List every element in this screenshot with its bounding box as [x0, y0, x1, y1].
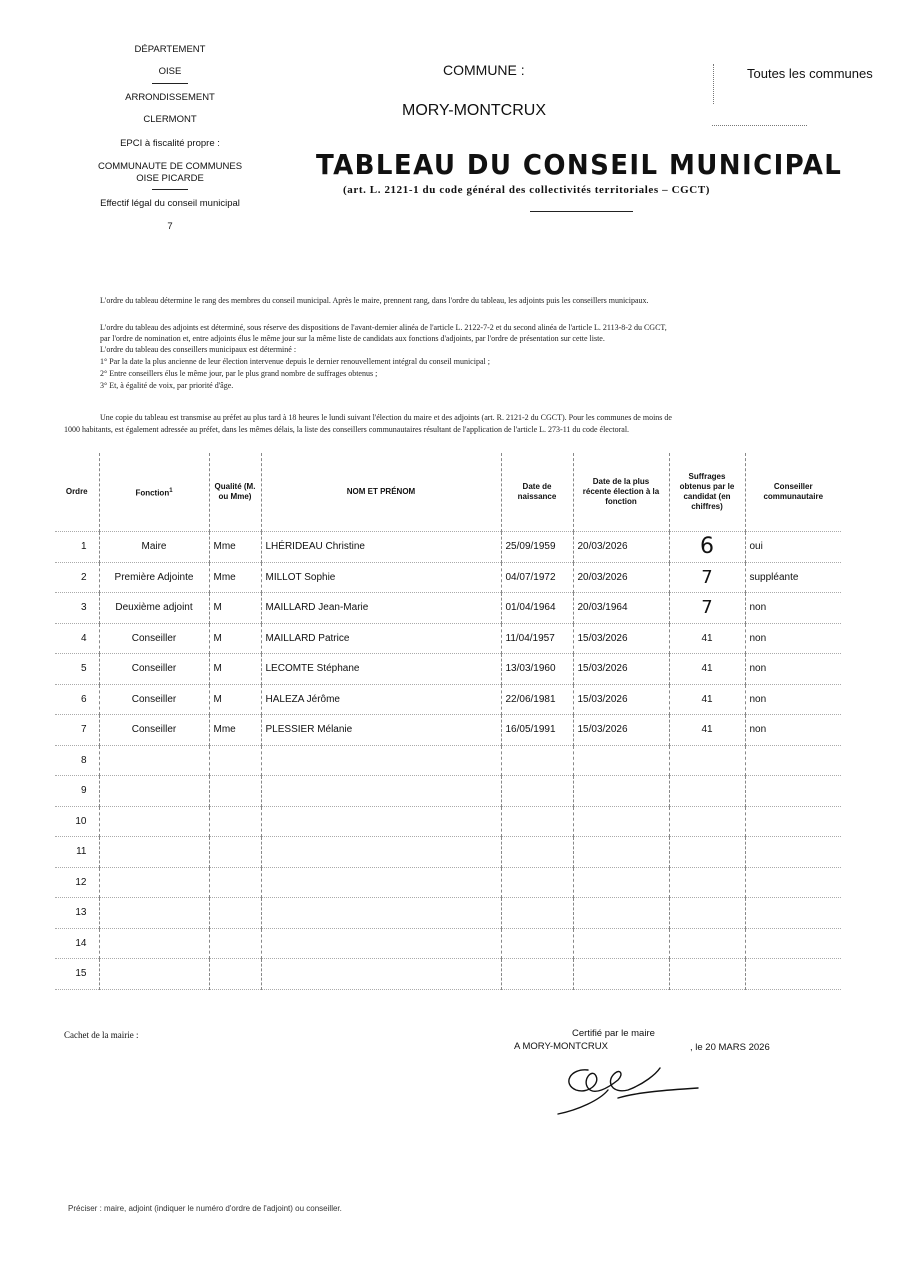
- departement-value: OISE: [158, 66, 182, 78]
- row-naissance: [501, 867, 573, 898]
- row-ordre: 4: [55, 623, 99, 654]
- cachet-label: Cachet de la mairie :: [64, 1030, 139, 1040]
- row-suffrages: 7: [669, 562, 745, 593]
- row-qualite: [209, 867, 261, 898]
- row-conseiller: [745, 867, 841, 898]
- header-qualite: Qualité (M. ou Mme): [209, 453, 261, 532]
- header-fonction-note: 1: [169, 487, 173, 494]
- row-naissance: 16/05/1991: [501, 715, 573, 746]
- row-conseiller: non: [745, 684, 841, 715]
- row-fonction: [99, 959, 209, 990]
- date-label: , le 20 MARS 2026: [690, 1042, 770, 1053]
- row-fonction: [99, 867, 209, 898]
- transmission-paragraph-line1: Une copie du tableau est transmise au préfet au plus tard à 18 heures le lundi suivant l'élection du maire et des adjoints (art. R. 2121-2 du CGCT). Pour les communes de moins de: [100, 413, 672, 422]
- row-suffrages: 7: [669, 593, 745, 624]
- row-naissance: 22/06/1981: [501, 684, 573, 715]
- row-naissance: 04/07/1972: [501, 562, 573, 593]
- row-naissance: [501, 928, 573, 959]
- rule-1: 1° Par la date la plus ancienne de leur élection intervenue depuis le dernier renouvellement intégral du conseil municipal ;: [100, 357, 490, 366]
- row-conseiller: [745, 745, 841, 776]
- row-nom: PLESSIER Mélanie: [261, 715, 501, 746]
- row-nom: [261, 867, 501, 898]
- row-naissance: 11/04/1957: [501, 623, 573, 654]
- row-conseiller: [745, 898, 841, 929]
- row-suffrages: 41: [669, 623, 745, 654]
- row-qualite: [209, 898, 261, 929]
- row-ordre: 1: [55, 532, 99, 563]
- row-election: 20/03/2026: [573, 562, 669, 593]
- page-subtitle: (art. L. 2121-1 du code général des collectivités territoriales – CGCT): [343, 184, 711, 196]
- effectif-value: 7: [167, 220, 173, 232]
- row-qualite: Mme: [209, 715, 261, 746]
- row-conseiller: non: [745, 623, 841, 654]
- separator: [152, 189, 188, 190]
- row-election: [573, 867, 669, 898]
- row-qualite: [209, 745, 261, 776]
- row-election: 15/03/2026: [573, 684, 669, 715]
- table-row: [55, 776, 841, 807]
- header-ordre: Ordre: [55, 453, 99, 532]
- row-nom: MAILLARD Jean-Marie: [261, 593, 501, 624]
- row-conseiller: suppléante: [745, 562, 841, 593]
- row-suffrages: [669, 745, 745, 776]
- row-ordre: 2: [55, 562, 99, 593]
- council-table: [55, 453, 841, 990]
- row-conseiller: non: [745, 715, 841, 746]
- row-ordre: 8: [55, 745, 99, 776]
- row-fonction: [99, 745, 209, 776]
- table-row: [55, 684, 841, 715]
- row-naissance: [501, 898, 573, 929]
- row-naissance: [501, 837, 573, 868]
- row-qualite: M: [209, 623, 261, 654]
- row-nom: MAILLARD Patrice: [261, 623, 501, 654]
- header-fonction-label: Fonction: [135, 488, 170, 498]
- adjoints-paragraph-line2: par l'ordre de nomination et, entre adjoints élus le même jour sur la même liste de candidats aux fonctions d'adjoints, par l'ordre de présentation sur cette liste.: [100, 334, 605, 343]
- row-fonction: [99, 776, 209, 807]
- row-fonction: [99, 837, 209, 868]
- row-qualite: M: [209, 593, 261, 624]
- table-row: [55, 654, 841, 685]
- title-separator: [530, 211, 633, 212]
- row-ordre: 14: [55, 928, 99, 959]
- header-suffrages: Suffrages obtenus par le candidat (en chiffres): [669, 453, 745, 532]
- row-suffrages: 41: [669, 715, 745, 746]
- row-fonction: Conseiller: [99, 623, 209, 654]
- row-naissance: [501, 776, 573, 807]
- table-row: [55, 867, 841, 898]
- commune-label: COMMUNE :: [443, 62, 525, 78]
- transmission-paragraph-line2: 1000 habitants, est également adressée au préfet, dans les mêmes délais, la liste des conseillers communautaires résultant de l'application de l'article L. 273-11 du code électoral.: [64, 425, 630, 434]
- row-suffrages: [669, 806, 745, 837]
- table-row: [55, 562, 841, 593]
- row-election: [573, 806, 669, 837]
- table-row: [55, 623, 841, 654]
- row-ordre: 15: [55, 959, 99, 990]
- row-naissance: [501, 806, 573, 837]
- row-election: [573, 837, 669, 868]
- row-ordre: 6: [55, 684, 99, 715]
- row-nom: LECOMTE Stéphane: [261, 654, 501, 685]
- table-header-row: [55, 453, 841, 532]
- row-fonction: [99, 806, 209, 837]
- row-election: [573, 928, 669, 959]
- row-conseiller: [745, 928, 841, 959]
- row-ordre: 12: [55, 867, 99, 898]
- row-fonction: Conseiller: [99, 654, 209, 685]
- conseillers-paragraph: L'ordre du tableau des conseillers municipaux est déterminé :: [100, 345, 297, 354]
- row-fonction: Conseiller: [99, 715, 209, 746]
- row-conseiller: [745, 776, 841, 807]
- header-fonction: [99, 453, 209, 532]
- lieu-label: A MORY-MONTCRUX: [514, 1041, 608, 1052]
- row-fonction: Maire: [99, 532, 209, 563]
- row-election: 20/03/2026: [573, 532, 669, 563]
- row-conseiller: [745, 806, 841, 837]
- table-row: [55, 928, 841, 959]
- row-election: [573, 745, 669, 776]
- row-suffrages: 6: [669, 532, 745, 563]
- footnote: Préciser : maire, adjoint (indiquer le numéro d'ordre de l'adjoint) ou conseiller.: [68, 1204, 342, 1213]
- row-ordre: 9: [55, 776, 99, 807]
- dotted-rule: [713, 64, 714, 104]
- epci-label: EPCI à fiscalité propre :: [120, 138, 220, 150]
- row-nom: [261, 776, 501, 807]
- row-fonction: [99, 928, 209, 959]
- row-election: [573, 898, 669, 929]
- row-qualite: [209, 928, 261, 959]
- rule-3: 3° Et, à égalité de voix, par priorité d'âge.: [100, 381, 234, 390]
- row-qualite: Mme: [209, 532, 261, 563]
- adjoints-paragraph-line1: L'ordre du tableau des adjoints est déterminé, sous réserve des dispositions de l'avant-dernier alinéa de l'article L. 2122-7-2 et du second alinéa de l'article L. 2113-8-2 du CGCT,: [100, 323, 667, 332]
- row-suffrages: [669, 776, 745, 807]
- row-nom: [261, 806, 501, 837]
- row-conseiller: [745, 837, 841, 868]
- row-suffrages: [669, 928, 745, 959]
- effectif-label: Effectif légal du conseil municipal: [100, 198, 240, 210]
- header-left-block: [80, 44, 260, 241]
- row-suffrages: [669, 837, 745, 868]
- row-qualite: [209, 837, 261, 868]
- row-conseiller: non: [745, 654, 841, 685]
- table-row: [55, 837, 841, 868]
- page-title: TABLEAU DU CONSEIL MUNICIPAL: [316, 148, 843, 181]
- row-nom: MILLOT Sophie: [261, 562, 501, 593]
- certifie-label: Certifié par le maire: [572, 1028, 655, 1039]
- epci-line2: OISE PICARDE: [136, 173, 204, 185]
- table-row: [55, 898, 841, 929]
- row-ordre: 13: [55, 898, 99, 929]
- row-qualite: M: [209, 684, 261, 715]
- row-ordre: 7: [55, 715, 99, 746]
- row-nom: [261, 898, 501, 929]
- row-qualite: [209, 806, 261, 837]
- row-ordre: 5: [55, 654, 99, 685]
- row-qualite: [209, 959, 261, 990]
- commune-name: MORY-MONTCRUX: [402, 102, 547, 119]
- header-election: Date de la plus récente élection à la fonction: [573, 453, 669, 532]
- separator: [152, 83, 188, 84]
- row-suffrages: 41: [669, 654, 745, 685]
- row-conseiller: non: [745, 593, 841, 624]
- row-election: 15/03/2026: [573, 623, 669, 654]
- table-row: [55, 593, 841, 624]
- departement-label: DÉPARTEMENT: [134, 44, 206, 55]
- row-election: 20/03/1964: [573, 593, 669, 624]
- header-nom: NOM ET PRÉNOM: [261, 453, 501, 532]
- row-nom: [261, 959, 501, 990]
- row-nom: [261, 837, 501, 868]
- row-election: [573, 776, 669, 807]
- row-election: 15/03/2026: [573, 654, 669, 685]
- table-row: [55, 532, 841, 563]
- row-naissance: 13/03/1960: [501, 654, 573, 685]
- row-ordre: 11: [55, 837, 99, 868]
- arrondissement-value: CLERMONT: [143, 114, 197, 126]
- row-nom: [261, 928, 501, 959]
- header-naissance: Date de naissance: [501, 453, 573, 532]
- row-election: [573, 959, 669, 990]
- row-ordre: 3: [55, 593, 99, 624]
- row-fonction: Deuxième adjoint: [99, 593, 209, 624]
- row-suffrages: [669, 898, 745, 929]
- row-naissance: 01/04/1964: [501, 593, 573, 624]
- row-suffrages: [669, 867, 745, 898]
- row-suffrages: [669, 959, 745, 990]
- row-election: 15/03/2026: [573, 715, 669, 746]
- row-conseiller: [745, 959, 841, 990]
- table-row: [55, 745, 841, 776]
- table-row: [55, 959, 841, 990]
- row-nom: HALEZA Jérôme: [261, 684, 501, 715]
- signature-image: [548, 1054, 708, 1118]
- dotted-rule: [712, 125, 807, 126]
- row-suffrages: 41: [669, 684, 745, 715]
- arrondissement-label: ARRONDISSEMENT: [125, 91, 215, 103]
- row-naissance: [501, 745, 573, 776]
- rule-2: 2° Entre conseillers élus le même jour, par le plus grand nombre de suffrages obtenus ;: [100, 369, 378, 378]
- row-qualite: M: [209, 654, 261, 685]
- row-naissance: 25/09/1959: [501, 532, 573, 563]
- row-fonction: Conseiller: [99, 684, 209, 715]
- row-fonction: [99, 898, 209, 929]
- row-naissance: [501, 959, 573, 990]
- row-nom: [261, 745, 501, 776]
- row-qualite: Mme: [209, 562, 261, 593]
- epci-line1: COMMUNAUTE DE COMMUNES: [97, 160, 243, 172]
- row-fonction: Première Adjointe: [99, 562, 209, 593]
- row-nom: LHÉRIDEAU Christine: [261, 532, 501, 563]
- header-conseiller: Conseiller communautaire: [745, 453, 841, 532]
- intro-paragraph: L'ordre du tableau détermine le rang des membres du conseil municipal. Après le maire, prennent rang, dans l'ordre du tableau, les adjoints puis les conseillers municipaux.: [100, 296, 649, 305]
- table-row: [55, 715, 841, 746]
- row-ordre: 10: [55, 806, 99, 837]
- row-conseiller: oui: [745, 532, 841, 563]
- row-qualite: [209, 776, 261, 807]
- table-row: [55, 806, 841, 837]
- toutes-communes-label: Toutes les communes: [747, 66, 873, 81]
